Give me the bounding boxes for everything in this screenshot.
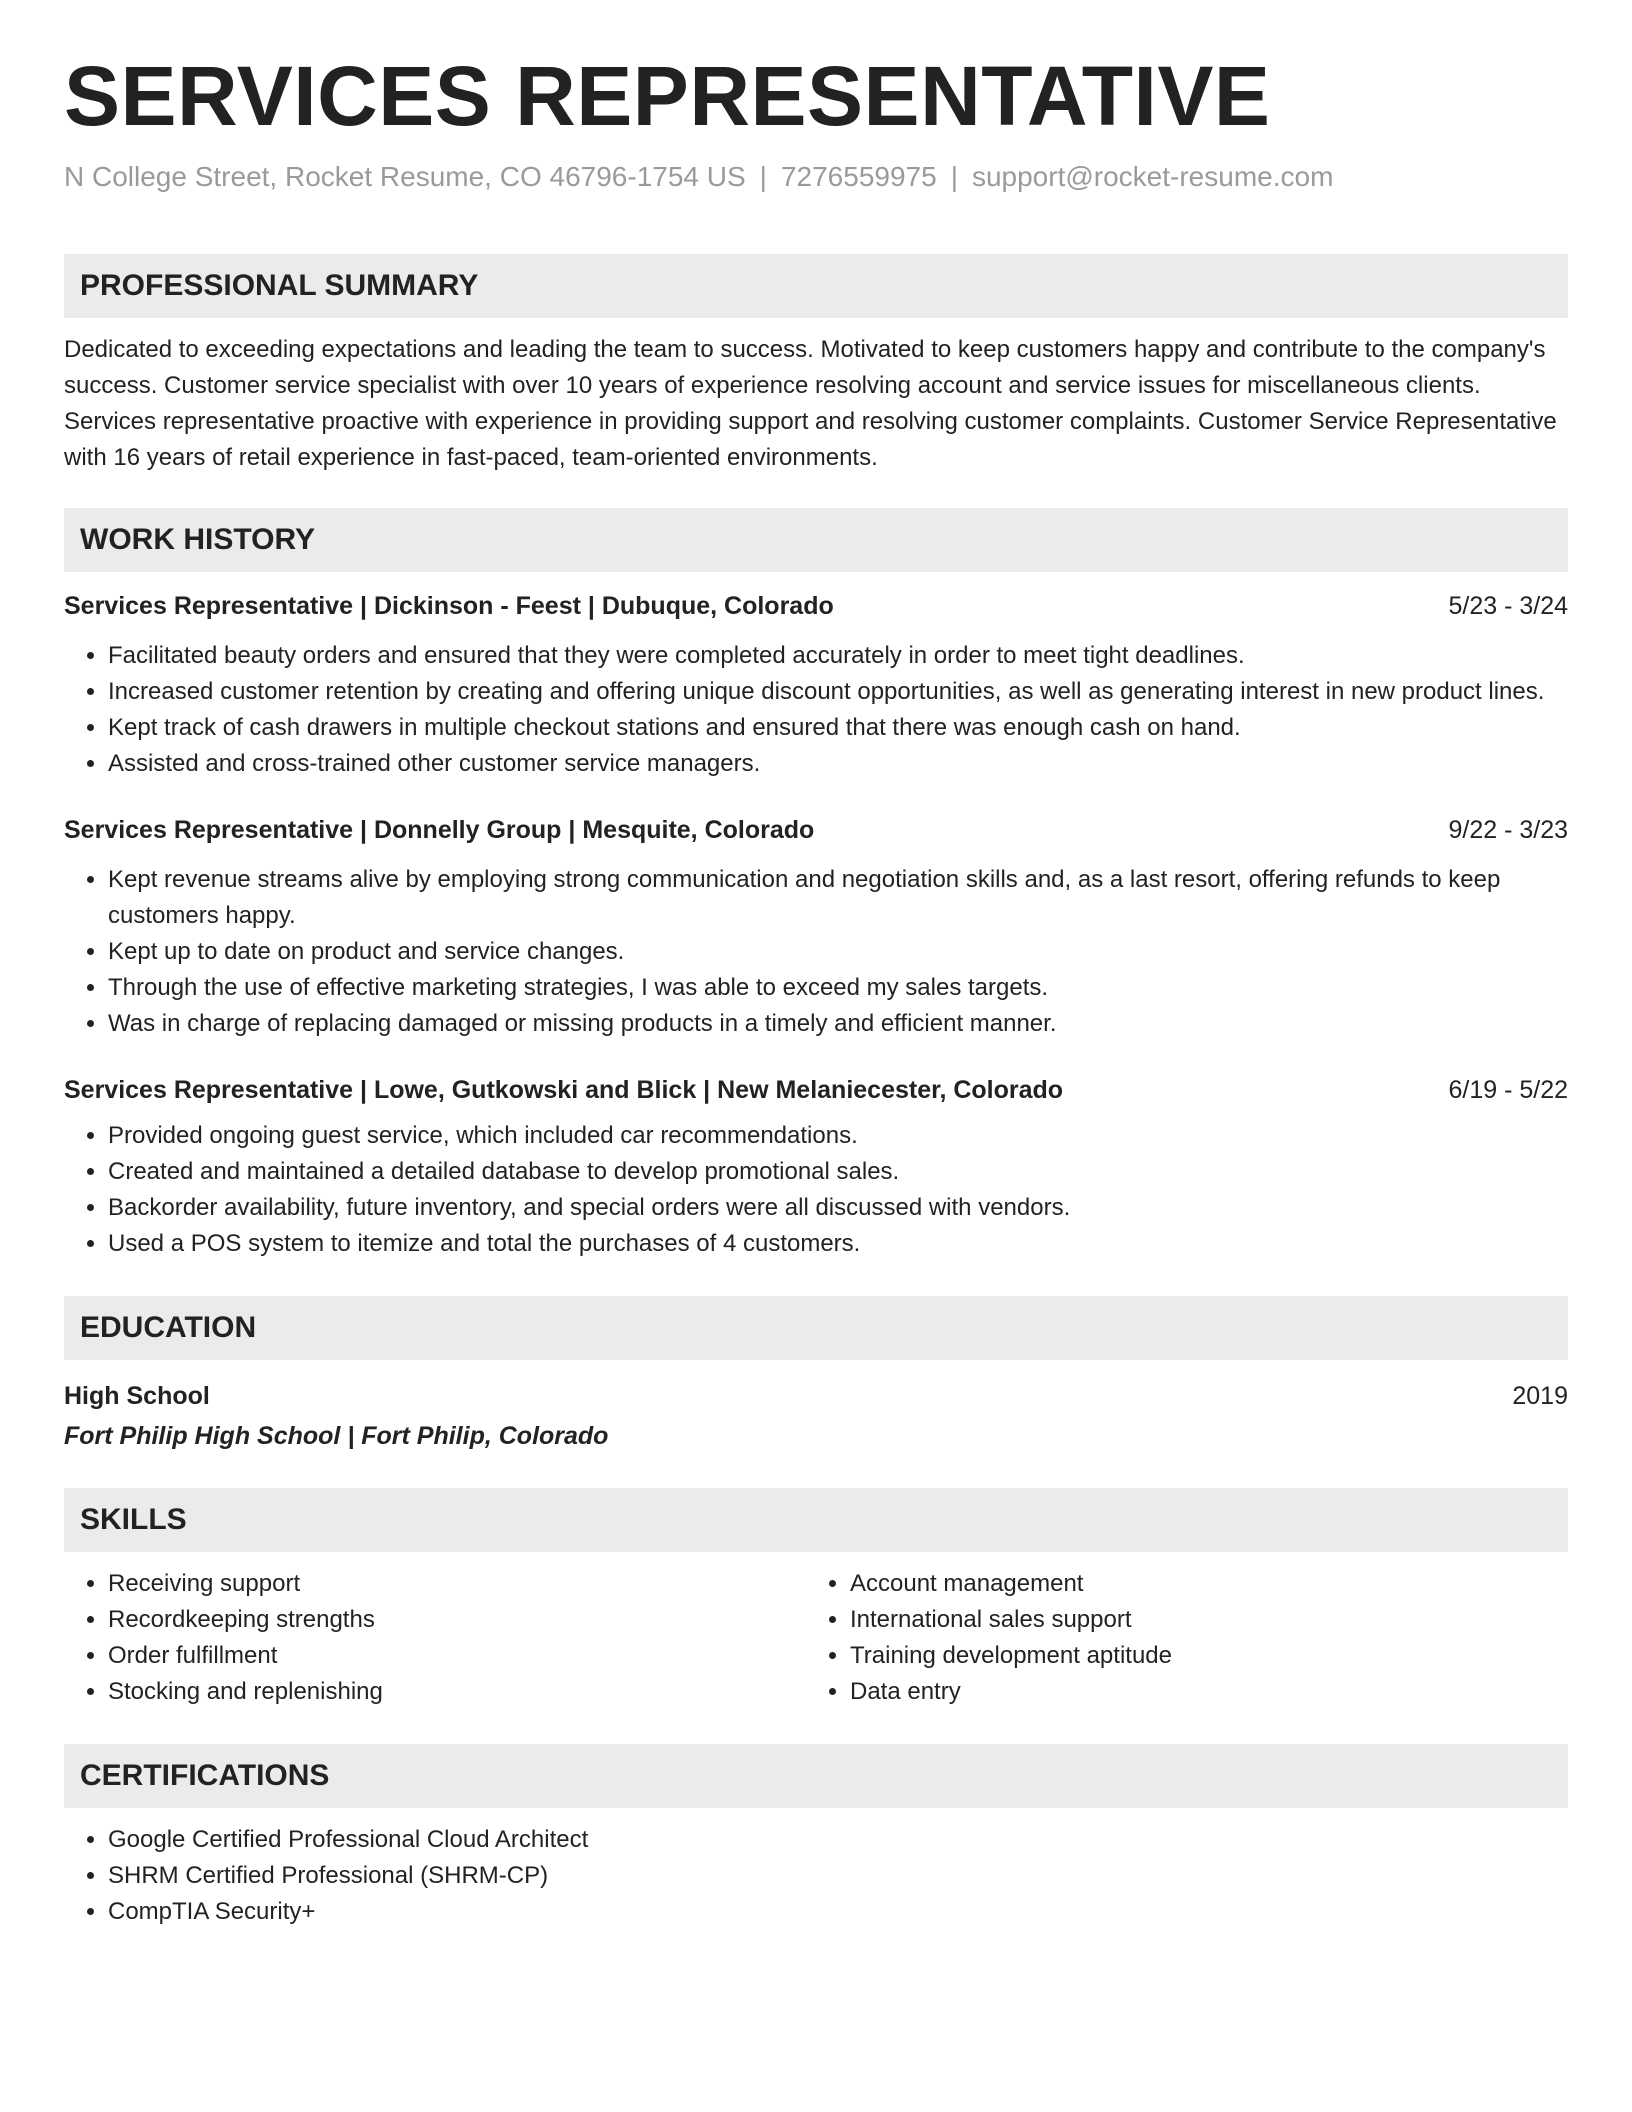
- job-title: Services Representative | Lowe, Gutkowski and Blick | New Melaniecester, Colorado: [64, 1075, 1064, 1104]
- summary-text: Dedicated to exceeding expectations and leading the team to success. Motivated to keep customers happy and contribute to the company's success. Customer service specialist with over 10 years of experience resolving account and service issues for miscellaneous clients. Services representative proactive with experience in providing support and resolving customer complaints. Customer Service Representative with 16 years of retail experience in fast-paced, team-oriented environments.: [64, 335, 1557, 471]
- job-bullet: • Assisted and cross-trained other customer service managers.: [108, 746, 1568, 782]
- job-entry: [64, 1072, 1568, 1262]
- section-heading-certifications: CERTIFICATIONS: [64, 1744, 1568, 1808]
- skills-column-left: [64, 1566, 806, 1710]
- contact-separator: |: [950, 161, 958, 193]
- job-dates: 9/22 - 3/23: [1448, 815, 1568, 844]
- education-year: 2019: [1512, 1381, 1568, 1410]
- section-heading-skills: SKILLS: [64, 1488, 1568, 1552]
- job-bullet: • Was in charge of replacing damaged or missing products in a timely and efficient manner.: [108, 1006, 1568, 1042]
- skills-list: [64, 1566, 1568, 1710]
- section-heading-summary: PROFESSIONAL SUMMARY: [64, 254, 1568, 318]
- job-bullet: • Used a POS system to itemize and total the purchases of 4 customers.: [108, 1226, 1568, 1262]
- section-heading-work: WORK HISTORY: [64, 508, 1568, 572]
- certification-item: • CompTIA Security+: [108, 1894, 1568, 1930]
- job-dates: 5/23 - 3/24: [1448, 591, 1568, 620]
- job-bullets: [64, 862, 1568, 1042]
- education-school: Fort Philip High School | Fort Philip, Colorado: [64, 1421, 609, 1450]
- skill-item: • Data entry: [850, 1674, 1548, 1710]
- job-entry: [64, 812, 1568, 1042]
- job-bullet: • Backorder availability, future inventory, and special orders were all discussed with vendors.: [108, 1190, 1568, 1226]
- education-degree: High School: [64, 1381, 210, 1410]
- job-bullet: • Kept revenue streams alive by employing strong communication and negotiation skills and, as a last resort, offering refunds to keep customers happy.: [108, 862, 1568, 934]
- job-entry: [64, 588, 1568, 782]
- resume-page: [64, 50, 1568, 1930]
- job-dates: 6/19 - 5/22: [1448, 1075, 1568, 1104]
- job-title: Services Representative | Dickinson - Feest | Dubuque, Colorado: [64, 591, 834, 620]
- skill-item: • Recordkeeping strengths: [108, 1602, 806, 1638]
- skills-column-right: [806, 1566, 1548, 1710]
- certifications-list: [64, 1822, 1568, 1930]
- job-bullet: • Increased customer retention by creating and offering unique discount opportunities, as well as generating interest in new product lines.: [108, 674, 1568, 710]
- certification-item: • SHRM Certified Professional (SHRM-CP): [108, 1858, 1568, 1894]
- job-bullet: • Provided ongoing guest service, which included car recommendations.: [108, 1118, 1568, 1154]
- job-header: [64, 1072, 1568, 1108]
- skill-item: • Training development aptitude: [850, 1638, 1548, 1674]
- job-bullets: [64, 1118, 1568, 1262]
- skill-item: • Receiving support: [108, 1566, 806, 1602]
- contact-separator: |: [759, 161, 767, 193]
- job-bullet: • Facilitated beauty orders and ensured that they were completed accurately in order to meet tight deadlines.: [108, 638, 1568, 674]
- contact-address: N College Street, Rocket Resume, CO 46796-1754 US: [64, 161, 746, 193]
- job-bullets: [64, 638, 1568, 782]
- job-bullet: • Kept track of cash drawers in multiple checkout stations and ensured that there was enough cash on hand.: [108, 710, 1568, 746]
- resume-name: SERVICES REPRESENTATIVE: [64, 49, 1271, 143]
- job-bullet: • Kept up to date on product and service changes.: [108, 934, 1568, 970]
- contact-phone: 7276559975: [780, 161, 937, 193]
- section-heading-education: EDUCATION: [64, 1296, 1568, 1360]
- skill-item: • Order fulfillment: [108, 1638, 806, 1674]
- job-bullet: • Through the use of effective marketing strategies, I was able to exceed my sales targets.: [108, 970, 1568, 1006]
- job-header: [64, 588, 1568, 624]
- job-bullet: • Created and maintained a detailed database to develop promotional sales.: [108, 1154, 1568, 1190]
- skill-item: • Stocking and replenishing: [108, 1674, 806, 1710]
- certification-item: • Google Certified Professional Cloud Architect: [108, 1822, 1568, 1858]
- contact-line: [64, 160, 1568, 194]
- education-header: [64, 1378, 1568, 1414]
- skill-item: • Account management: [850, 1566, 1548, 1602]
- job-header: [64, 812, 1568, 848]
- skill-item: • International sales support: [850, 1602, 1548, 1638]
- contact-email: support@rocket-resume.com: [971, 161, 1334, 193]
- job-title: Services Representative | Donnelly Group | Mesquite, Colorado: [64, 815, 815, 844]
